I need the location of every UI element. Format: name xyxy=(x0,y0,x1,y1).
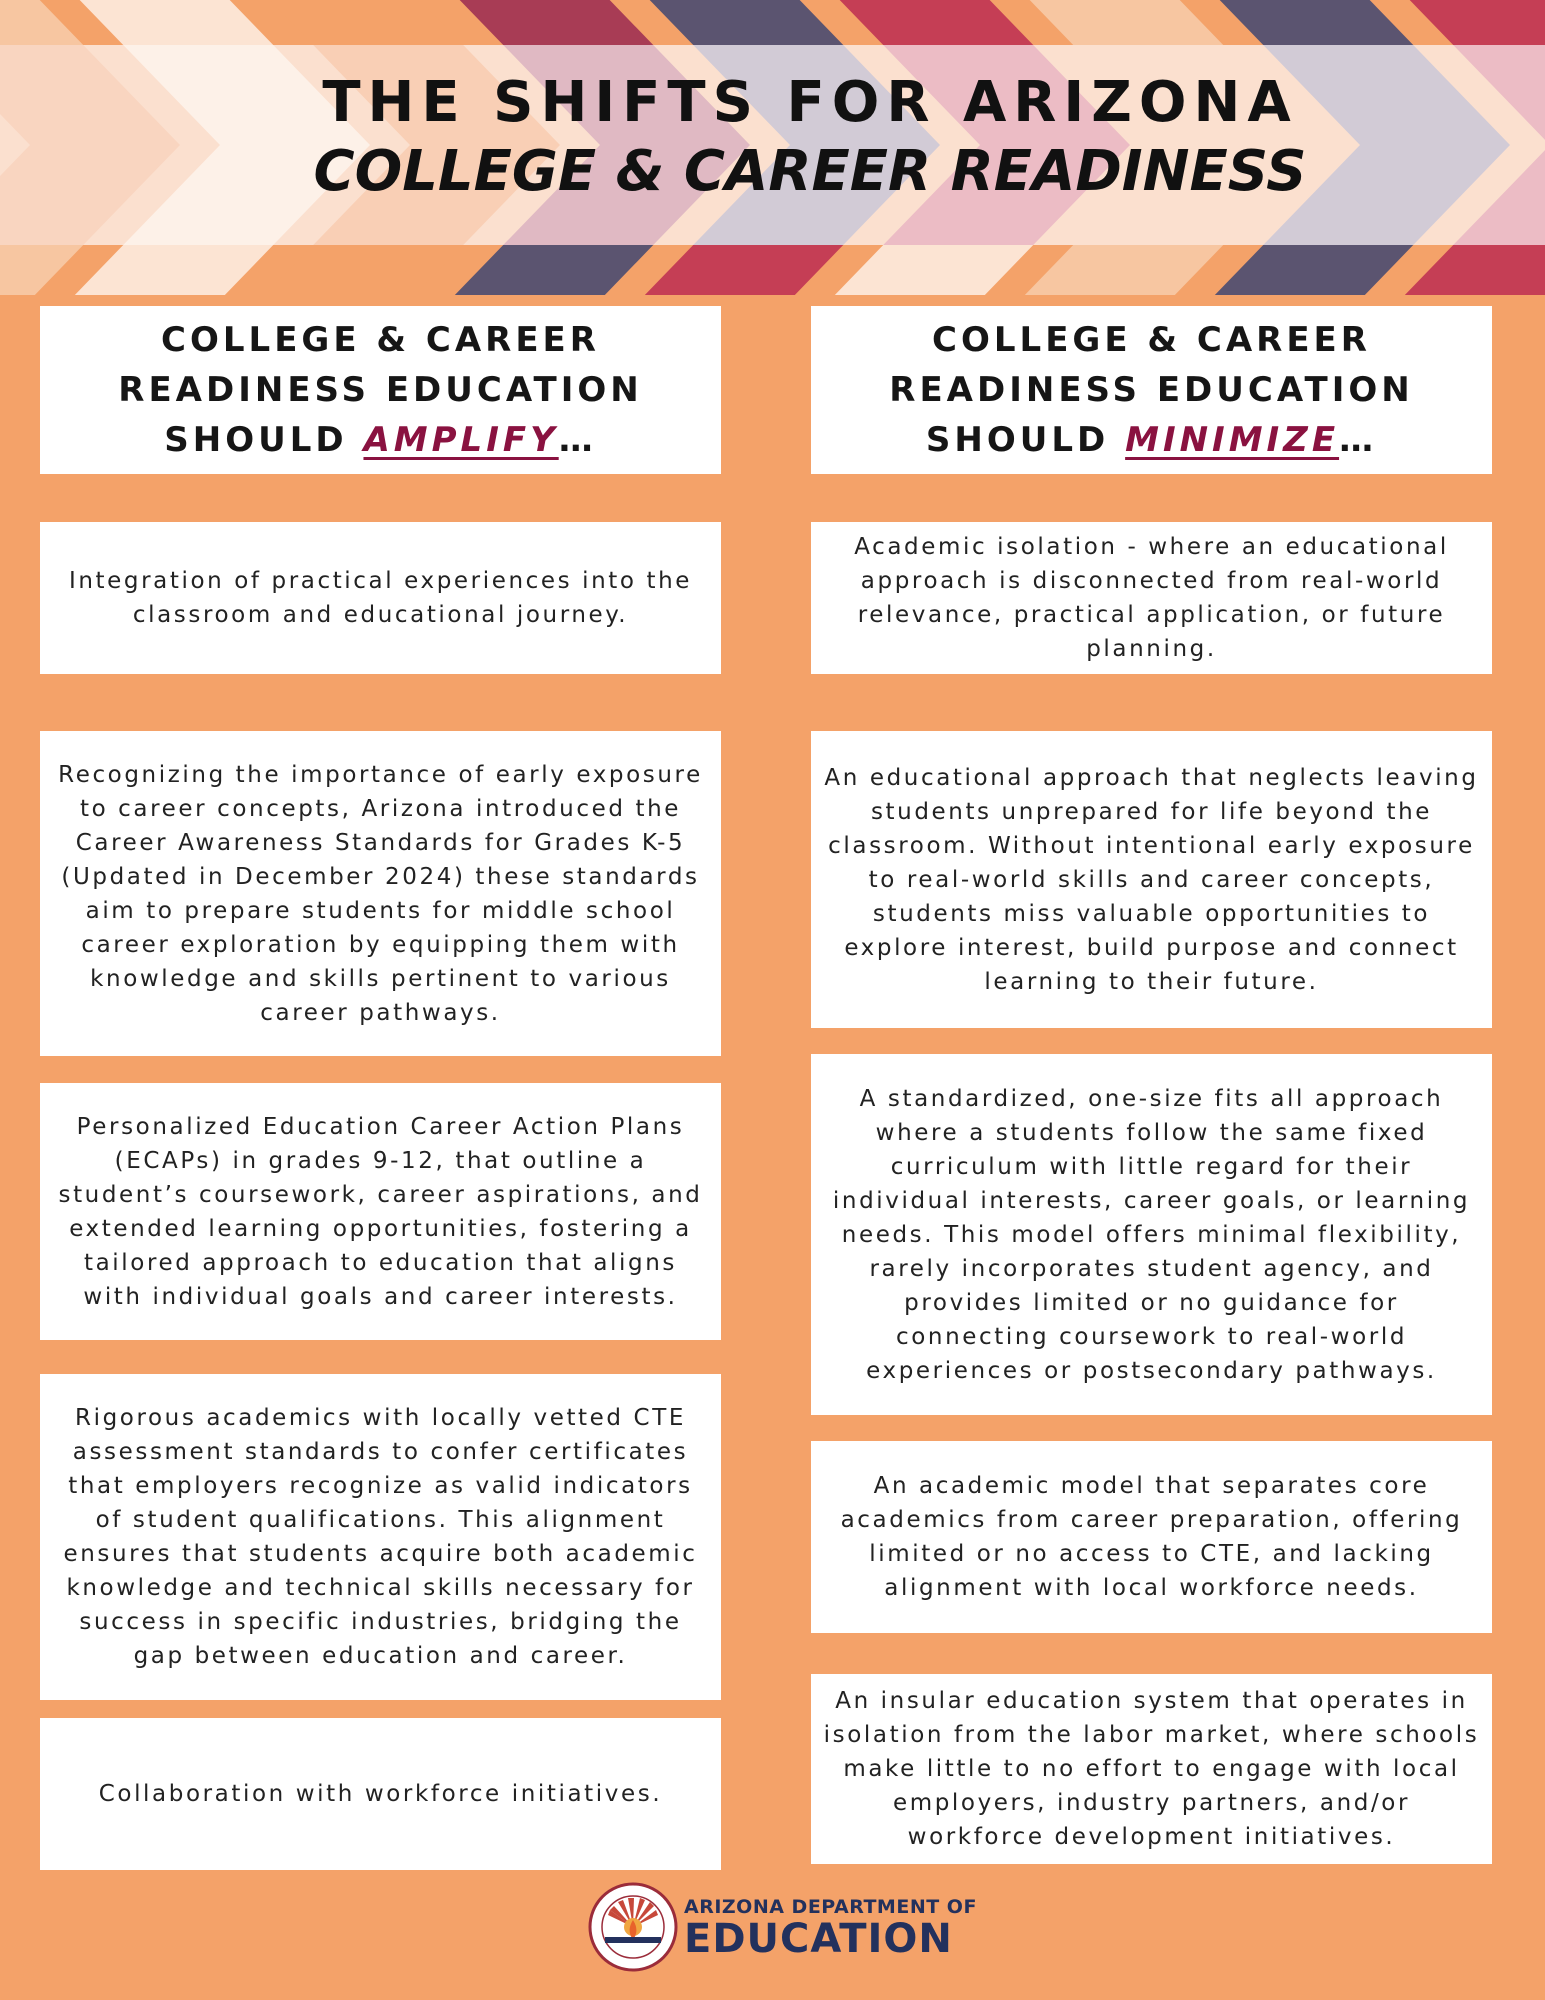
amplify-item-text: Recognizing the importance of early exposure to career concepts, Arizona introduced the Career Awareness Standards for Grades K-5 (Updated in December 2024) these standards aim to prepare students for middle school career exploration by equipping them with knowledge and skills pertinent to various career pathways. xyxy=(58,761,703,1026)
logo-line-2: EDUCATION xyxy=(684,1916,953,1962)
amplify-header-line-2: READINESS EDUCATION xyxy=(118,370,643,410)
minimize-item-separated-academics xyxy=(811,1441,1492,1633)
page-title xyxy=(0,70,1545,204)
title-line-1: THE SHIFTS FOR ARIZONA xyxy=(322,70,1298,135)
amplify-keyword: AMPLIFY xyxy=(363,420,559,460)
minimize-item-text: An insular education system that operates in isolation from the labor market, where schools make little to no effort to engage with local employers, industry partners, and/or workforce development initiatives. xyxy=(823,1688,1480,1850)
minimize-keyword: MINIMIZE xyxy=(1125,420,1340,460)
minimize-item-neglect-exposure xyxy=(811,731,1492,1028)
minimize-header-should: SHOULD xyxy=(925,420,1126,460)
amplify-column-header xyxy=(40,306,721,474)
logo-line-1: ARIZONA DEPARTMENT OF xyxy=(684,1896,977,1918)
minimize-header-ellipsis: … xyxy=(1339,420,1378,460)
minimize-column-header xyxy=(811,306,1492,474)
minimize-item-text: An educational approach that neglects leaving students unprepared for life beyond the classroom. Without intentional early exposure to real-world skills and career concepts, students miss valuable opportunities to explore interest, build purpose and connect learning to their future. xyxy=(824,764,1479,995)
amplify-item-career-awareness-standards xyxy=(40,731,721,1056)
minimize-item-text: A standardized, one-size fits all approach where a students follow the same fixed curriculum with little regard for their individual interests, career goals, or learning needs. This model offers minimal flexibility, rarely incorporates student agency, and provides limited or no guidance for connecting coursework to real-world experiences or postsecondary pathways. xyxy=(832,1085,1471,1384)
title-line-2: COLLEGE & CAREER READINESS xyxy=(313,139,1307,204)
minimize-item-text: An academic model that separates core academics from career preparation, offering limited or no access to CTE, and lacking alignment with local workforce needs. xyxy=(840,1473,1463,1601)
minimize-item-text: Academic isolation - where an educational approach is disconnected from real-world relevance, practical application, or future planning. xyxy=(854,534,1449,662)
minimize-header-line-1: COLLEGE & CAREER xyxy=(932,320,1371,360)
minimize-item-one-size-fits-all xyxy=(811,1054,1492,1415)
arizona-seal-icon xyxy=(588,1882,678,1972)
header-banner xyxy=(0,0,1545,295)
minimize-header-line-2: READINESS EDUCATION xyxy=(889,370,1414,410)
amplify-item-ecaps xyxy=(40,1083,721,1340)
amplify-item-text: Rigorous academics with locally vetted CTE assessment standards to confer certificates that employers recognize as valid indicators of student qualifications. This alignment ensures that students acquire both academic knowledge and technical skills necessary for success in specific industries, bridging the gap between education and career. xyxy=(63,1405,698,1669)
minimize-item-academic-isolation xyxy=(811,522,1492,674)
amplify-item-practical-experiences xyxy=(40,522,721,674)
amplify-item-text: Personalized Education Career Action Plans (ECAPs) in grades 9-12, that outline a student’s coursework, career aspirations, and extended learning opportunities, fostering a tailored approach to education that aligns with individual goals and career interests. xyxy=(58,1113,703,1310)
amplify-header-should: SHOULD xyxy=(164,420,364,460)
amplify-item-text: Collaboration with workforce initiatives. xyxy=(98,1781,663,1807)
amplify-item-rigorous-academics xyxy=(40,1374,721,1700)
amplify-item-text: Integration of practical experiences into the classroom and educational journey. xyxy=(68,568,693,628)
minimize-item-insular-system xyxy=(811,1674,1492,1864)
amplify-item-workforce-collaboration xyxy=(40,1718,721,1870)
amplify-header-line-1: COLLEGE & CAREER xyxy=(161,320,600,360)
amplify-header-ellipsis: … xyxy=(558,420,597,460)
ade-logo xyxy=(588,1882,977,1972)
